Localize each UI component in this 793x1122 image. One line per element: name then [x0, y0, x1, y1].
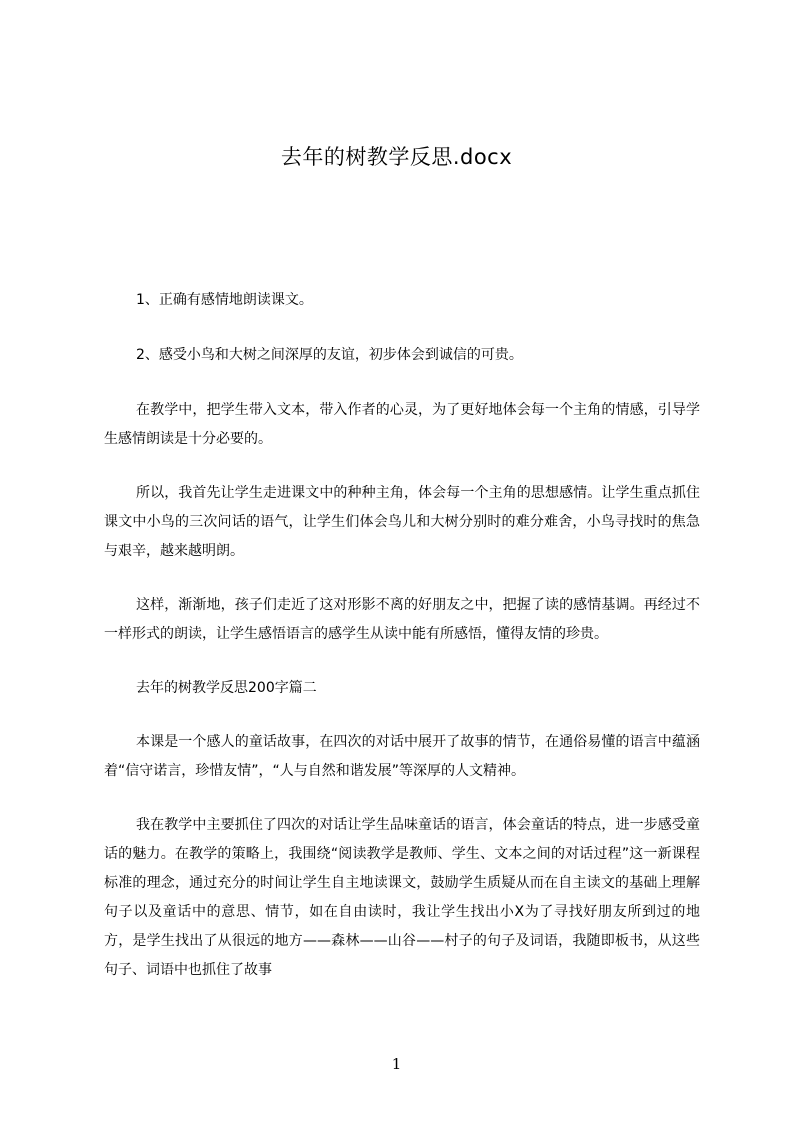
- paragraph-fairy-tale: 本课是一个感人的童话故事，在四次的对话中展开了故事的情节，在通俗易懂的语言中蕴涵着“信守诺言，珍惜友情”，“人与自然和谐发展”等深厚的人文精神。: [104, 734, 700, 779]
- page-number: 1: [391, 1055, 402, 1073]
- document-title: 去年的树教学反思.docx: [280, 145, 513, 169]
- paragraph-gradually: 这样，渐渐地，孩子们走近了这对形影不离的好朋友之中，把握了读的感情基调。再经过不一样形式的朗读，让学生感悟语言的感学生从读中能有所感悟，懂得友情的珍贵。: [104, 597, 700, 642]
- paragraph-objective-2: 2、感受小鸟和大树之间深厚的友谊，初步体会到诚信的可贵。: [136, 347, 523, 363]
- section-heading: 去年的树教学反思200字篇二: [136, 680, 317, 696]
- paragraph-strategy: 我在教学中主要抓住了四次的对话让学生品味童话的语言，体会童话的特点，进一步感受童话的魅力。在教学的策略上，我围绕“阅读教学是教师、学生、文本之间的对话过程”这一新课程标准的理念，通过充分的时间让学生自主地读课文，鼓励学生质疑从而在自主读文的基础上理解句子以及童话中的意思、情节，如在自由读时，我让学生找出小X为了寻找好朋友所到过的地方，是学生找出了从很远的地方——森林——山谷——村子的句子及词语，我随即板书，从这些句子、词语中也抓住了故事: [104, 817, 700, 978]
- paragraph-teaching: 在教学中，把学生带入文本，带入作者的心灵，为了更好地体会每一个主角的情感，引导学生感情朗读是十分必要的。: [104, 402, 700, 447]
- paragraph-objective-1: 1、正确有感情地朗读课文。: [136, 292, 313, 308]
- document-body: [104, 286, 700, 1010]
- paragraph-roles: 所以，我首先让学生走进课文中的种种主角，体会每一个主角的思想感情。让学生重点抓住课文中小鸟的三次问话的语气，让学生们体会鸟儿和大树分别时的难分难舍，小鸟寻找时的焦急与艰辛，越来越明朗。: [104, 485, 700, 559]
